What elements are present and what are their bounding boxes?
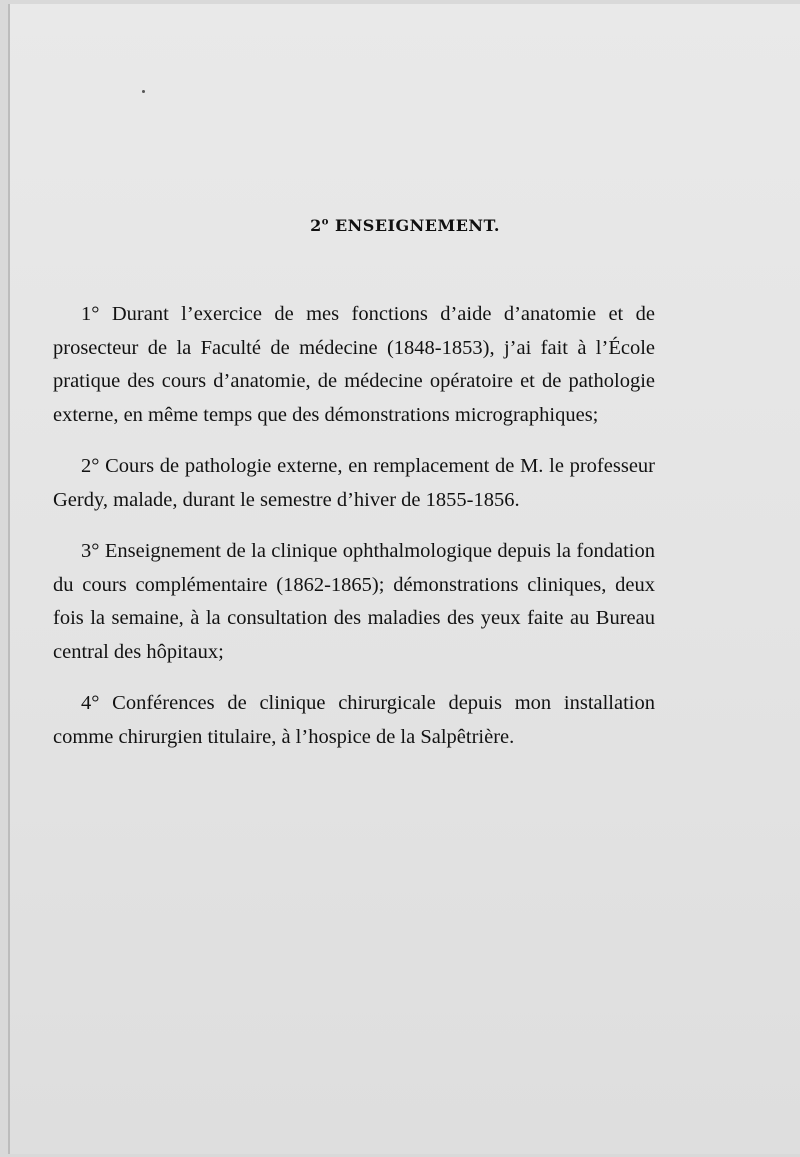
heading-number: 2 (310, 216, 322, 235)
speck-mark (142, 90, 145, 93)
section-heading (10, 216, 800, 235)
document-page (8, 4, 800, 1154)
heading-title: ENSEIGNEMENT. (334, 216, 500, 235)
paragraph-1: 1° Durant l’exercice de mes fonctions d’aide d’anatomie et de prosecteur de la Faculté de médecine (1848-1853), j’ai fait à l’École pratique des cours d’anatomie, de médecine opératoire et de pathologie externe, en même temps que des démonstrations micrographiques; (53, 303, 655, 426)
paragraph-3: 3° Enseignement de la clinique ophthalmologique depuis la fondation du cours complémentaire (1862-1865); démonstrations cliniques, deux fois la semaine, à la consultation des maladies des yeux faite au Bureau central des hôpitaux; (53, 540, 655, 663)
paragraph-4: 4° Conférences de clinique chirurgicale depuis mon installation comme chirurgien titulaire, à l’hospice de la Salpêtrière. (53, 692, 655, 748)
body-text (53, 298, 655, 772)
heading-degree: o (321, 216, 329, 228)
paragraph-2: 2° Cours de pathologie externe, en remplacement de M. le professeur Gerdy, malade, durant le semestre d’hiver de 1855-1856. (53, 455, 655, 511)
